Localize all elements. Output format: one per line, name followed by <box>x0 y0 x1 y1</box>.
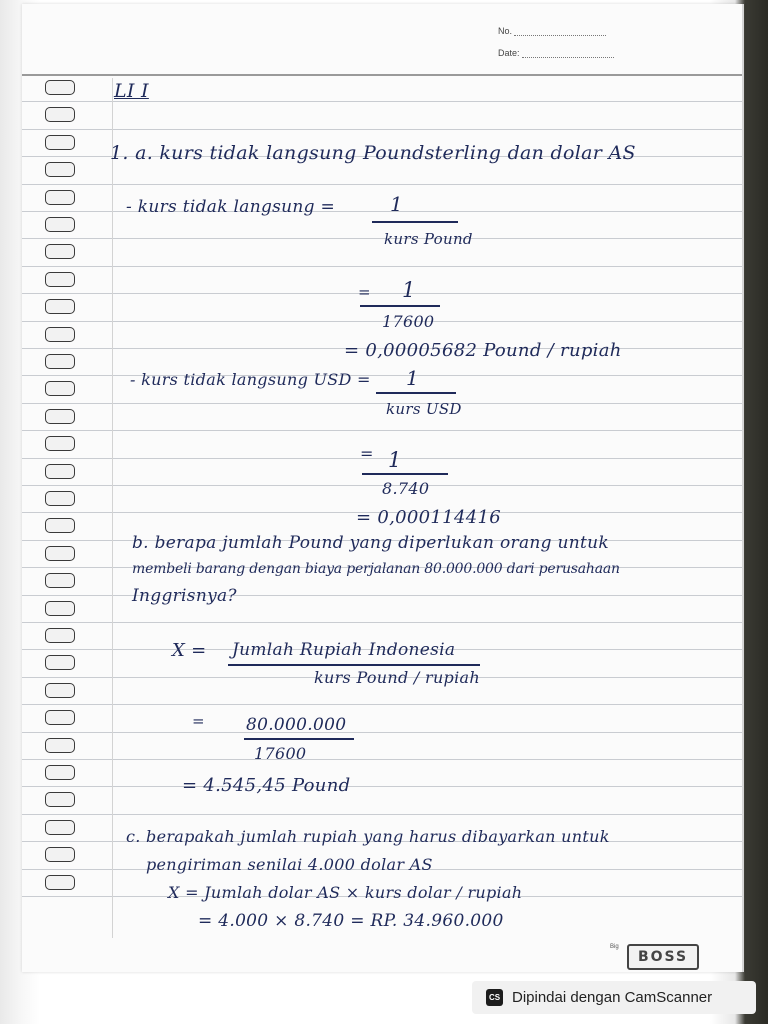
binder-hole <box>45 80 75 95</box>
binder-hole <box>45 820 75 835</box>
q1b-x-lhs: X = <box>172 640 207 661</box>
ruled-line <box>22 293 742 294</box>
binder-hole <box>45 875 75 890</box>
ruled-line <box>22 266 742 267</box>
q1c-calc: = 4.000 × 8.740 = RP. 34.960.000 <box>198 911 504 931</box>
q1a-line5-eq: = <box>360 444 374 463</box>
q1a-line5-denominator: 8.740 <box>382 479 430 498</box>
q1a-heading: 1. a. kurs tidak langsung Poundsterling dan dolar AS <box>110 142 636 164</box>
date-label: Date: <box>498 48 520 58</box>
binder-hole <box>45 546 75 561</box>
q1a-line1: - kurs tidak langsung = <box>126 197 336 217</box>
binder-hole <box>45 190 75 205</box>
binder-hole <box>45 272 75 287</box>
binder-hole <box>45 354 75 369</box>
camscanner-text: Dipindai dengan CamScanner <box>512 989 713 1006</box>
header-fields <box>498 14 614 58</box>
q1a-line4-numerator: 1 <box>406 366 420 390</box>
q1c-line2: pengiriman senilai 4.000 dolar AS <box>146 855 433 874</box>
ruled-line <box>22 458 742 459</box>
binder-hole <box>45 655 75 670</box>
binder-hole <box>45 601 75 616</box>
q1a-line2-eq: = <box>358 283 371 301</box>
binder-hole <box>45 327 75 342</box>
fraction-bar <box>376 392 456 394</box>
title: LI I <box>114 80 149 102</box>
no-label: No. <box>498 26 513 36</box>
q1a-line5-numerator: 1 <box>388 448 402 472</box>
q1b-s-numerator: 80.000.000 <box>246 715 347 735</box>
binder-hole <box>45 436 75 451</box>
ruled-line <box>22 403 742 404</box>
binder-hole <box>45 573 75 588</box>
binder-hole <box>45 409 75 424</box>
ruled-line <box>22 622 742 623</box>
camscanner-watermark <box>472 981 756 1014</box>
binder-hole <box>45 847 75 862</box>
binder-hole <box>45 710 75 725</box>
ruled-line <box>22 814 742 815</box>
q1a-line2-denominator: 17600 <box>382 312 435 331</box>
q1a-line1-numerator: 1 <box>390 192 404 216</box>
binder-hole <box>45 381 75 396</box>
notebook-page <box>22 4 744 972</box>
fraction-bar <box>228 664 480 666</box>
ruled-line <box>22 430 742 431</box>
q1a-line6: = 0,000114416 <box>356 507 501 528</box>
q1a-line1-denominator: kurs Pound <box>384 230 473 248</box>
q1a-line4: - kurs tidak langsung USD = <box>130 370 371 389</box>
ruled-line <box>22 238 742 239</box>
no-line <box>514 34 606 36</box>
q1b-line1: b. berapa jumlah Pound yang diperlukan orang untuk <box>132 533 609 553</box>
fraction-bar <box>360 305 440 307</box>
brand-prefix: Big <box>610 944 619 950</box>
q1b-x-denominator: kurs Pound / rupiah <box>314 668 480 687</box>
q1c-formula: X = Jumlah dolar AS × kurs dolar / rupiah <box>168 883 523 902</box>
ruled-line <box>22 759 742 760</box>
binder-hole <box>45 765 75 780</box>
q1a-line3: = 0,00005682 Pound / rupiah <box>344 340 622 361</box>
binder-hole <box>45 107 75 122</box>
ruled-line <box>22 704 742 705</box>
ruled-line <box>22 129 742 130</box>
binder-hole <box>45 464 75 479</box>
binder-hole <box>45 244 75 259</box>
q1b-result: = 4.545,45 Pound <box>182 775 351 796</box>
binder-hole <box>45 217 75 232</box>
q1a-line4-denominator: kurs USD <box>386 400 462 418</box>
fraction-bar <box>372 221 458 223</box>
binder-hole <box>45 135 75 150</box>
q1b-line3: Inggrisnya? <box>132 586 237 606</box>
fraction-bar <box>362 473 448 475</box>
binder-hole <box>45 491 75 506</box>
q1c-line1: c. berapakah jumlah rupiah yang harus dibayarkan untuk <box>126 827 610 846</box>
binder-hole <box>45 162 75 177</box>
q1b-s-eq: = <box>192 712 205 730</box>
ruled-line <box>22 595 742 596</box>
margin-line <box>112 78 113 938</box>
q1b-s-denominator: 17600 <box>254 744 307 763</box>
ruled-line <box>22 184 742 185</box>
binder-hole <box>45 518 75 533</box>
q1a-line2-numerator: 1 <box>402 278 416 302</box>
fraction-bar <box>244 738 354 740</box>
q1b-x-numerator: Jumlah Rupiah Indonesia <box>232 640 456 660</box>
ruled-line <box>22 732 742 733</box>
brand-logo: BOSS <box>627 944 699 970</box>
binder-hole <box>45 299 75 314</box>
date-line <box>522 56 614 58</box>
binder-hole <box>45 792 75 807</box>
q1b-line2: membeli barang dengan biaya perjalanan 80.000.000 dari perusahaan <box>132 561 620 577</box>
ruled-line <box>22 74 742 76</box>
ruled-line <box>22 786 742 787</box>
binder-hole <box>45 683 75 698</box>
camscanner-icon: CS <box>486 989 503 1006</box>
binder-hole <box>45 628 75 643</box>
binder-hole <box>45 738 75 753</box>
